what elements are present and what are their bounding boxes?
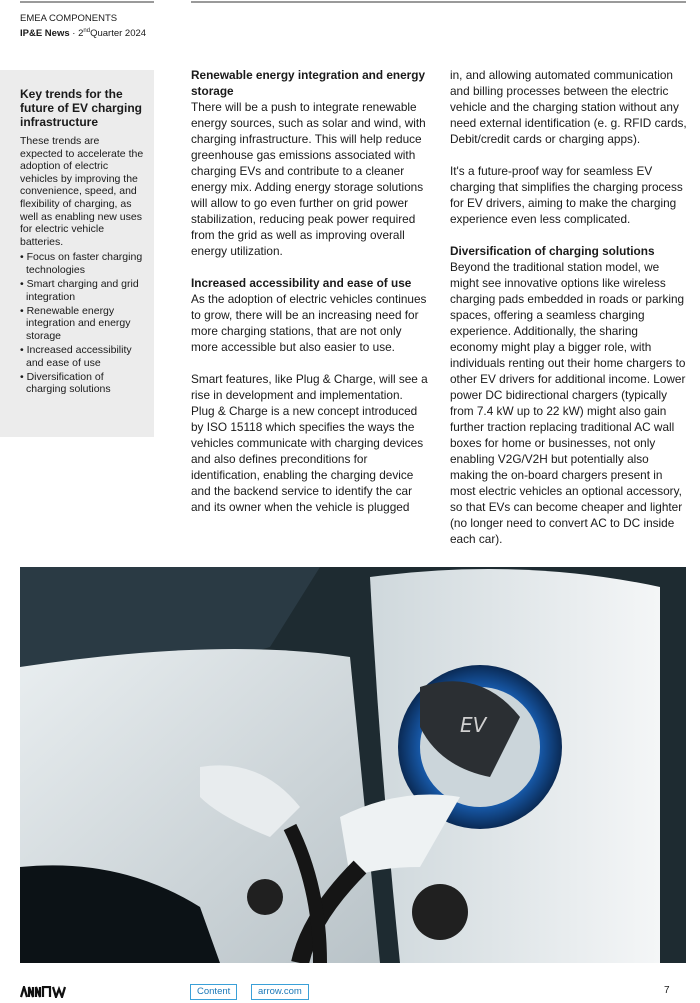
- trend-list: [20, 251, 144, 395]
- plug-label: EV: [460, 713, 487, 737]
- paragraph-text: As the adoption of electric vehicles continues to grow, there will be an increasing need for more charging stations, that are not only more accessible but also easier to use.: [191, 292, 427, 354]
- arrow-logo[interactable]: [20, 985, 76, 1003]
- sidebar-intro: These trends are expected to accelerate the adoption of electric vehicles by improving the convenience, speed, and flexibility of charging, as well as enabling new uses for electric vehicle batteries.: [20, 135, 144, 248]
- section-heading: Diversification of charging solutions: [450, 244, 655, 258]
- list-item: • Increased accessibility and ease of use: [20, 344, 132, 369]
- header-rule-right: [191, 1, 686, 3]
- page-number: 7: [664, 985, 670, 996]
- list-item: • Smart charging and grid integration: [20, 278, 139, 303]
- page-header: [20, 13, 146, 40]
- paragraph: [450, 243, 688, 547]
- header-quarter-number: 2: [78, 28, 84, 40]
- header-section: EMEA COMPONENTS: [20, 13, 118, 24]
- section-heading: Increased accessibility and ease of use: [191, 276, 412, 290]
- list-item: • Renewable energy integration and energy storage: [20, 304, 131, 342]
- paragraph: [191, 371, 429, 515]
- list-item: • Focus on faster charging technologies: [20, 251, 143, 276]
- paragraph: [450, 163, 688, 227]
- paragraph: [450, 67, 688, 147]
- section-heading: Renewable energy integration and energy storage: [191, 68, 426, 98]
- arrow-website-link[interactable]: arrow.com: [251, 984, 309, 1000]
- arrow-logo-mark: [20, 986, 76, 998]
- key-trends-sidebar: [0, 70, 154, 437]
- paragraph: [191, 67, 429, 259]
- paragraph-text: It's a future-proof way for seamless EV charging that simplifies the charging process for EV drivers, aiming to make the charging experience even less complicated.: [450, 164, 683, 226]
- article-column-2: [450, 67, 688, 563]
- content-button[interactable]: Content: [190, 984, 237, 1000]
- paragraph: [191, 275, 429, 355]
- header-quarter-suffix: nd: [83, 28, 91, 34]
- paragraph-text: in, and allowing automated communication and billing processes between the electric vehicle and the charging station without any need external identification (e. g. RFID cards, Debit/credit cards or charging apps).: [450, 68, 687, 146]
- header-rule-left: [20, 1, 154, 3]
- header-quarter-year: Quarter 2024: [90, 28, 147, 40]
- paragraph-text: There will be a push to integrate renewable energy sources, such as solar and wind, with charging infrastructure. This will help reduce greenhouse gas emissions associated with charging EVs and contribute to a cleaner energy mix. Adding energy storage solutions will allow to go even further on grid power stabilization, reducing peak power required from the grid as well as improving overall energy utilization.: [191, 100, 426, 258]
- sidebar-title: Key trends for the future of EV charging infrastructure: [20, 87, 143, 129]
- paragraph-text: Beyond the traditional station model, we might see innovative options like wireless charging pads embedded in roads or parking spaces, offering a seamless charging experience. Additionally, the sharing economy might play a bigger role, with individuals renting out their home chargers to other EV drivers for additional income. Lower power DC bidirectional chargers (typically from 7.4 kW up to 22 kW) might also gain further traction replacing traditional AC wall boxes for home or businesses, not only enabling V2G/V2H but potentially also making the on-board chargers present in most electric vehicles an optional accessory, so that EVs can become cheaper and lighter (no longer need to convert AC to DC inside each car).: [450, 260, 686, 546]
- paragraph-text: Smart features, like Plug & Charge, will see a rise in development and implementation. Plug & Charge is a new concept introduced by ISO 15118 which specifies the ways the vehicles communicate with charging devices and also defines preconditions for identification, enabling the charging device and the backend service to identify the car and its owner when the vehicle is plugged: [191, 372, 428, 514]
- header-publication: IP&E News: [20, 28, 70, 40]
- article-column-1: [191, 67, 429, 531]
- ev-charger-illustration: [20, 567, 686, 963]
- list-item: • Diversification of charging solutions: [20, 371, 111, 396]
- header-issue: [20, 25, 146, 40]
- header-separator: ·: [72, 28, 76, 40]
- ev-charging-photo: [20, 567, 686, 963]
